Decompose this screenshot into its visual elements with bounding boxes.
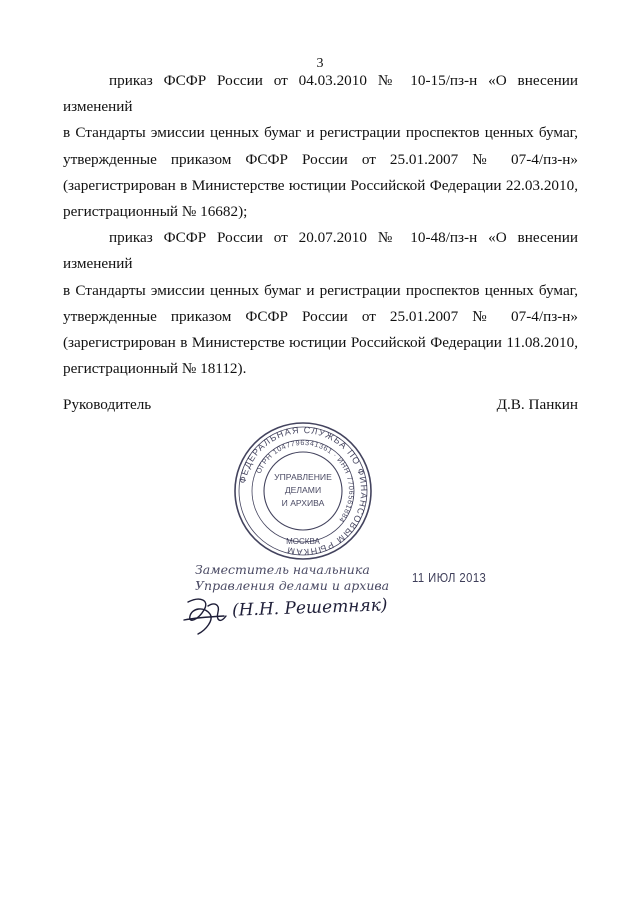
seal-inner-text: ОГРН 1047796341361 · ИНН 7706561884 — [253, 437, 357, 525]
official-seal — [232, 420, 374, 562]
text-line: (зарегистрирован в Министерстве юстиции Российской Федерации 22.03.2010, — [63, 176, 578, 194]
seal-svg — [232, 420, 374, 562]
seal-outer-text: ФЕДЕРАЛЬНАЯ СЛУЖБА ПО ФИНАНСОВЫМ РЫНКАМ — [237, 424, 370, 558]
certification-date: 11 ИЮЛ 2013 — [412, 571, 487, 585]
seal-center-line: ДЕЛАМИ — [284, 485, 322, 495]
text-line: утвержденные приказом ФСФР России от 25.01.2007 № 07-4/пз-н» — [63, 150, 578, 168]
seal-center-line: И АРХИВА — [281, 498, 325, 508]
text-line: утвержденные приказом ФСФР России от 25.01.2007 № 07-4/пз-н» — [63, 307, 578, 325]
page-number: 3 — [316, 56, 324, 71]
text-line: (зарегистрирован в Министерстве юстиции Российской Федерации 11.08.2010, — [63, 334, 578, 352]
handwritten-name: (Н.Н. Решетняк) — [231, 595, 388, 621]
seal-bottom-text: МОСКВА — [286, 537, 320, 546]
certification-line: Заместитель начальника — [195, 562, 370, 577]
paragraph-order-1 — [63, 68, 578, 225]
certification-line: Управления делами и архива — [195, 578, 390, 593]
text-line: приказ ФСФР России от 20.07.2010 № 10-48/пз-н «О внесении изменений — [63, 229, 578, 273]
text-line: в Стандарты эмиссии ценных бумаг и регистрации проспектов ценных бумаг, — [63, 124, 578, 142]
text-line: регистрационный № 16682); — [63, 203, 248, 221]
document-body — [63, 68, 578, 382]
text-line: приказ ФСФР России от 04.03.2010 № 10-15/пз-н «О внесении изменений — [63, 72, 578, 116]
paragraph-order-2 — [63, 225, 578, 382]
text-line: регистрационный № 18112). — [63, 360, 247, 378]
signatory-position: Руководитель — [63, 396, 152, 413]
text-line: в Стандарты эмиссии ценных бумаг и регистрации проспектов ценных бумаг, — [63, 281, 578, 299]
signatory-name: Д.В. Панкин — [496, 396, 578, 413]
seal-center-line: УПРАВЛЕНИЕ — [274, 472, 332, 482]
